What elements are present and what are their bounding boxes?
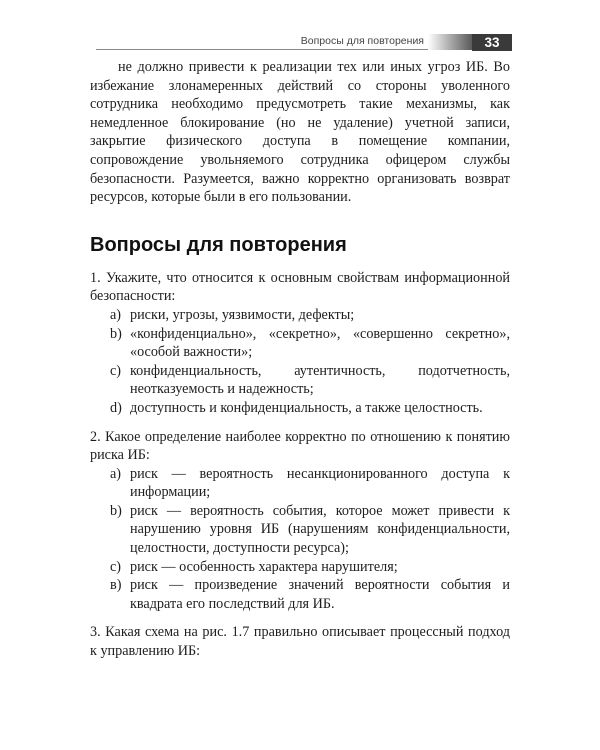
answer-option (90, 465, 510, 502)
option-text: риск — особенность характера нарушителя; (130, 558, 398, 575)
answer-option (90, 399, 510, 418)
option-text: конфиденциальность, аутентичность, подотчетность, неотказуемость и надежность; (130, 362, 510, 398)
option-letter: в) (110, 577, 122, 594)
question-item (90, 428, 510, 614)
answer-option (90, 576, 510, 613)
page-header (96, 34, 512, 50)
question-item (90, 269, 510, 418)
option-text: «конфиденциально», «секретно», «совершенно секретно», «особой важности»; (130, 325, 510, 361)
question-text-line (90, 428, 510, 465)
answer-options (90, 306, 510, 418)
running-title: Вопросы для повторения (300, 35, 424, 47)
question-text: Какая схема на рис. 1.7 правильно описывает процессный подход к управлению ИБ: (90, 624, 511, 660)
page-number: 33 (472, 34, 512, 51)
question-text: Какое определение наиболее корректно по отношению к понятию риска ИБ: (90, 428, 510, 464)
option-letter: b) (110, 325, 122, 342)
answer-option (90, 558, 510, 577)
option-text: риск — вероятность несанкционированного доступа к информации; (130, 465, 510, 501)
answer-option (90, 362, 510, 399)
option-text: риск — вероятность события, которое может привести к нарушению уровня ИБ (нарушениям конфиденциальности, целостности, доступности ресурса); (130, 502, 510, 557)
header-gradient-bar (428, 34, 472, 50)
option-text: доступность и конфиденциальность, а также целостность. (130, 399, 483, 416)
answer-option (90, 325, 510, 362)
question-text-line (90, 269, 510, 306)
intro-paragraph: не должно привести к реализации тех или иных угроз ИБ. Во избежание злонамеренных действий со стороны уволенного сотрудника необходимо предусмотреть такие механизмы, как немедленное блокирование (но не удаление) учетной записи, закрытие физического доступа в помещение компании, сопровождение увольняемого сотрудника офицером службы безопасности. Разумеется, важно корректно организовать возврат ресурсов, которые были в его пользовании. (90, 59, 510, 206)
answer-option (90, 502, 510, 558)
option-letter: d) (110, 399, 122, 416)
question-text-line (90, 623, 510, 660)
questions-list (90, 269, 510, 661)
option-letter: c) (110, 362, 122, 379)
answer-option (90, 306, 510, 325)
question-number: 2. (90, 428, 101, 445)
question-number: 3. (90, 624, 101, 641)
option-letter: a) (110, 306, 122, 323)
answer-options (90, 465, 510, 614)
question-item (90, 623, 510, 660)
option-text: риски, угрозы, уязвимости, дефекты; (130, 306, 355, 323)
question-number: 1. (90, 269, 101, 286)
option-letter: b) (110, 502, 122, 519)
page-content (90, 58, 510, 661)
question-text: Укажите, что относится к основным свойствам информационной безопасности: (90, 269, 511, 305)
section-title: Вопросы для повторения (90, 233, 347, 256)
option-text: риск — произведение значений вероятности события и квадрата его последствий для ИБ. (130, 577, 510, 612)
option-letter: c) (110, 558, 122, 575)
option-letter: a) (110, 465, 122, 482)
